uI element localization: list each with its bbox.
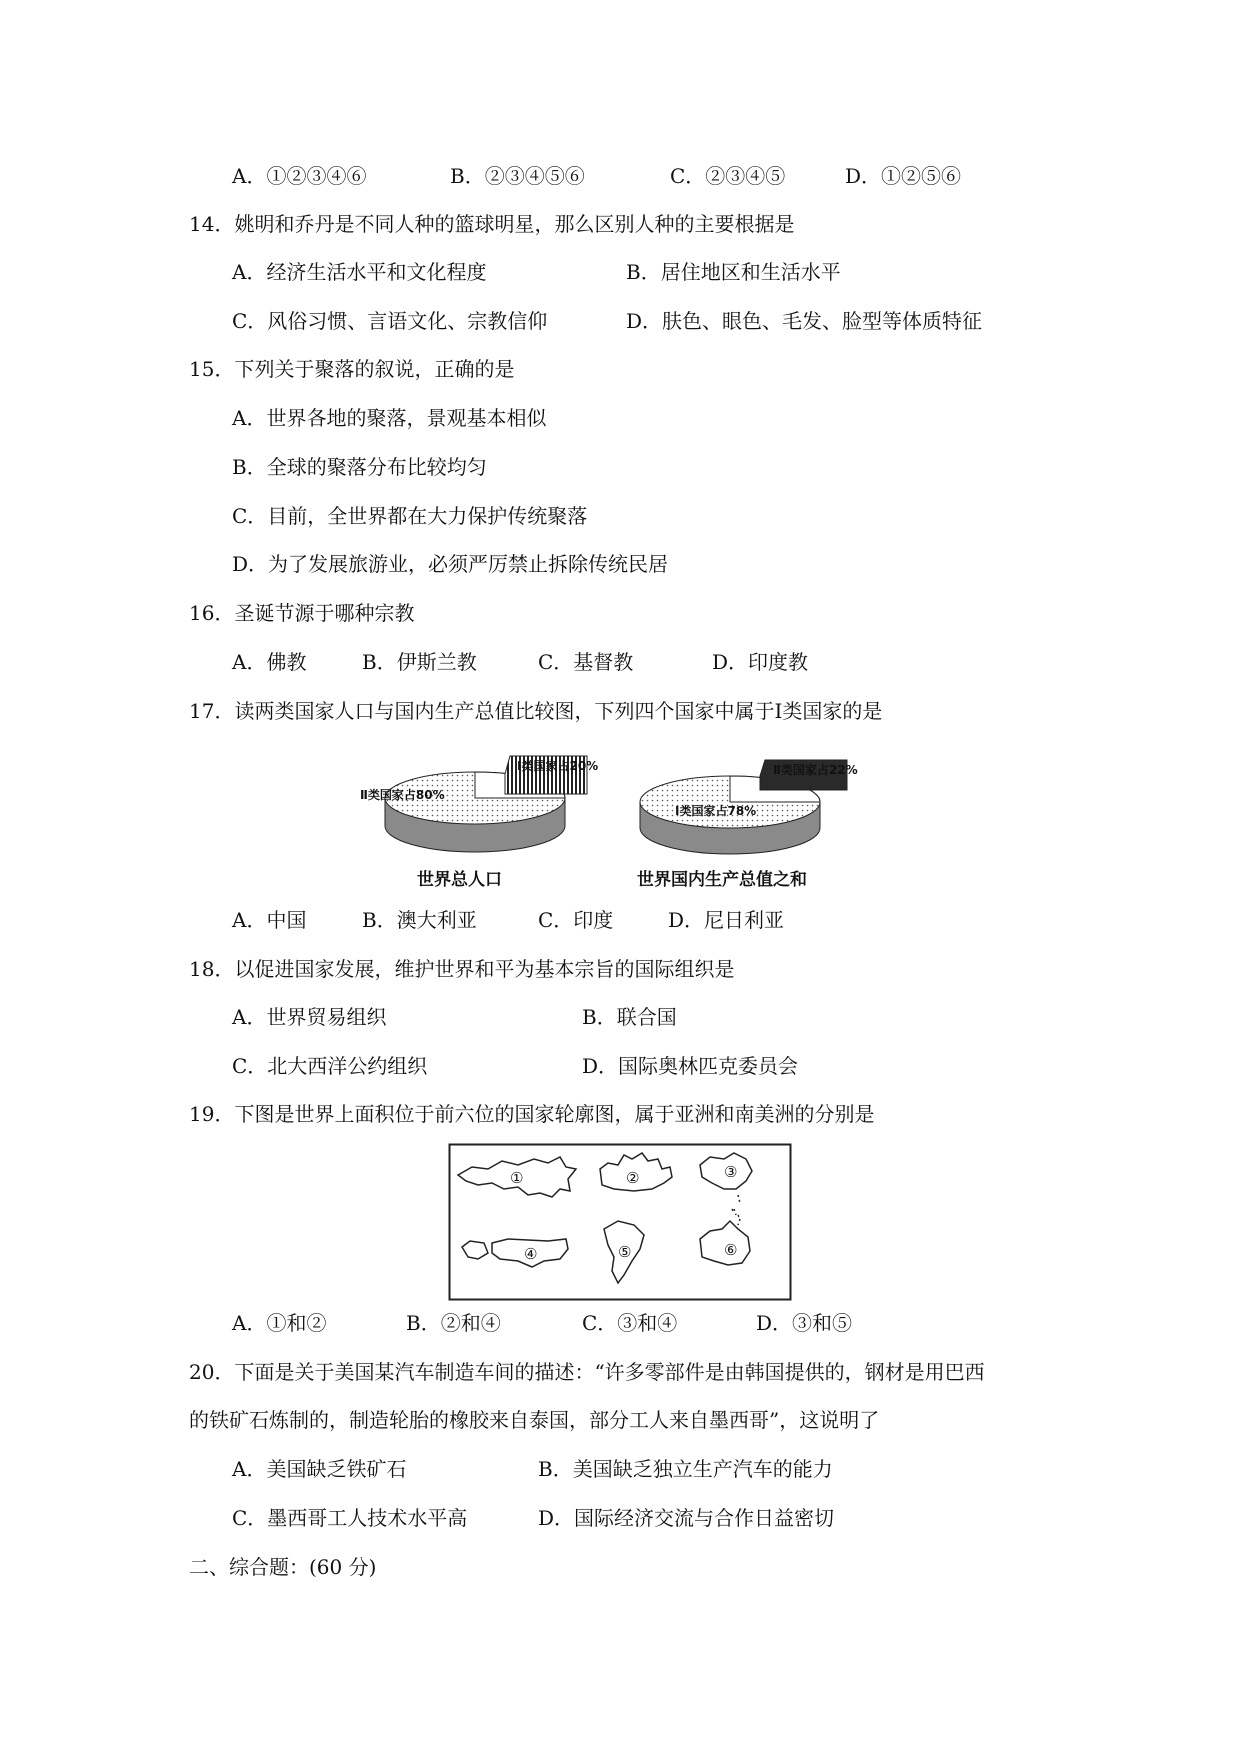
q20-stem-line-2: 的铁矿石炼制的，制造轮胎的橡胶来自泰国，部分工人来自墨西哥”，这说明了 bbox=[189, 1408, 880, 1432]
map-label-2: ② bbox=[626, 1169, 640, 1187]
q14-stem: 14．姚明和乔丹是不同人种的篮球明星，那么区别人种的主要根据是 bbox=[189, 212, 795, 236]
q15-stem: 15．下列关于聚落的叙说，正确的是 bbox=[189, 357, 515, 381]
q15-option-c: C．目前，全世界都在大力保护传统聚落 bbox=[232, 504, 588, 528]
q18-option-c: C．北大西洋公约组织 bbox=[232, 1054, 428, 1078]
population-label-ii: Ⅱ类国家占80% bbox=[360, 788, 445, 802]
map-label-1: ① bbox=[510, 1169, 524, 1187]
q19-option-b: B．②和④ bbox=[406, 1311, 501, 1335]
population-pie bbox=[360, 756, 598, 890]
map-label-6: ⑥ bbox=[724, 1241, 738, 1259]
q20-option-b: B．美国缺乏独立生产汽车的能力 bbox=[538, 1457, 833, 1481]
q14-option-c: C．风俗习惯、言语文化、宗教信仰 bbox=[232, 309, 548, 333]
q14-option-a: A．经济生活水平和文化程度 bbox=[232, 260, 487, 284]
population-gdp-pie-charts bbox=[355, 748, 875, 898]
gdp-chart-title: 世界国内生产总值之和 bbox=[637, 870, 807, 890]
q19-option-d: D．③和⑤ bbox=[756, 1311, 853, 1335]
q13-option-a: A．①②③④⑥ bbox=[232, 164, 367, 188]
gdp-label-ii: Ⅱ类国家占22% bbox=[773, 763, 858, 777]
q20-stem-line-1: 20．下面是关于美国某汽车制造车间的描述：“许多零部件是由韩国提供的，钢材是用巴西 bbox=[189, 1360, 985, 1384]
q16-option-b: B．伊斯兰教 bbox=[362, 650, 477, 674]
q14-option-b: B．居住地区和生活水平 bbox=[626, 260, 841, 284]
map-label-3: ③ bbox=[724, 1163, 738, 1181]
q17-stem: 17．读两类国家人口与国内生产总值比较图，下列四个国家中属于Ⅰ类国家的是 bbox=[189, 699, 883, 723]
country-outline-map bbox=[448, 1143, 792, 1301]
map-label-5: ⑤ bbox=[618, 1243, 632, 1261]
q13-option-d: D．①②⑤⑥ bbox=[845, 164, 962, 188]
gdp-label-i: Ⅰ类国家占78% bbox=[675, 804, 757, 818]
population-label-i: Ⅰ类国家占20% bbox=[517, 759, 599, 773]
q13-option-b: B．②③④⑤⑥ bbox=[450, 164, 585, 188]
q19-stem: 19．下图是世界上面积位于前六位的国家轮廓图，属于亚洲和南美洲的分别是 bbox=[189, 1102, 875, 1126]
q18-option-a: A．世界贸易组织 bbox=[232, 1005, 387, 1029]
gdp-pie bbox=[637, 760, 858, 890]
q14-option-d: D．肤色、眼色、毛发、脸型等体质特征 bbox=[626, 309, 983, 333]
q18-stem: 18．以促进国家发展，维护世界和平为基本宗旨的国际组织是 bbox=[189, 957, 735, 981]
q16-option-d: D．印度教 bbox=[712, 650, 809, 674]
q18-option-d: D．国际奥林匹克委员会 bbox=[582, 1054, 799, 1078]
map-label-4: ④ bbox=[524, 1245, 538, 1263]
q16-option-a: A．佛教 bbox=[232, 650, 307, 674]
q15-option-b: B．全球的聚落分布比较均匀 bbox=[232, 455, 487, 479]
q17-option-b: B．澳大利亚 bbox=[362, 908, 477, 932]
q19-option-c: C．③和④ bbox=[582, 1311, 678, 1335]
population-chart-title: 世界总人口 bbox=[417, 870, 502, 890]
q18-option-b: B．联合国 bbox=[582, 1005, 677, 1029]
q16-stem: 16．圣诞节源于哪种宗教 bbox=[189, 601, 415, 625]
q17-option-d: D．尼日利亚 bbox=[668, 908, 785, 932]
q20-option-d: D．国际经济交流与合作日益密切 bbox=[538, 1506, 835, 1530]
q20-option-c: C．墨西哥工人技术水平高 bbox=[232, 1506, 468, 1530]
q19-option-a: A．①和② bbox=[232, 1311, 327, 1335]
q13-option-c: C．②③④⑤ bbox=[670, 164, 786, 188]
section-2-title: 二、综合题：(60 分) bbox=[189, 1555, 377, 1579]
q15-option-d: D．为了发展旅游业，必须严厉禁止拆除传统民居 bbox=[232, 552, 669, 576]
q17-option-c: C．印度 bbox=[538, 908, 614, 932]
q20-option-a: A．美国缺乏铁矿石 bbox=[232, 1457, 407, 1481]
q15-option-a: A．世界各地的聚落，景观基本相似 bbox=[232, 406, 547, 430]
q17-option-a: A．中国 bbox=[232, 908, 307, 932]
q16-option-c: C．基督教 bbox=[538, 650, 634, 674]
